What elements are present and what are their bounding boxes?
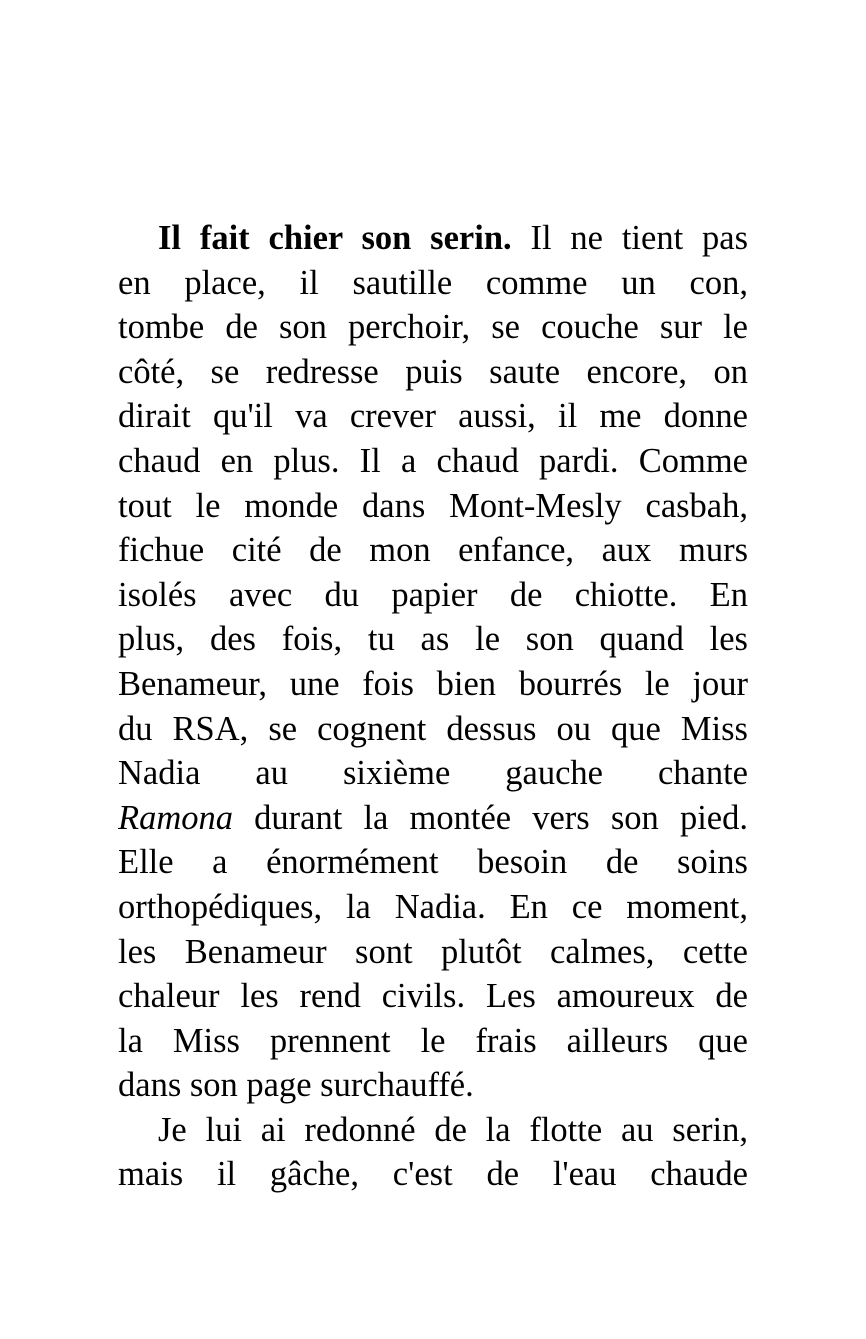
text-line: fichue cité de mon enfance, aux murs [118,531,748,570]
page-text [118,216,748,1197]
text-line: la Miss prennent le frais ailleurs que [118,1021,748,1060]
text-line [118,216,748,261]
text-line: en place, il sautille comme un con, [118,263,748,302]
text-line: dans son page surchauffé. [118,1066,474,1105]
italic-title: Ramona [118,798,233,837]
text-line: Benameur, une fois bien bourrés le jour [118,664,748,703]
text-line: tout le monde dans Mont-Mesly casbah, [118,486,748,525]
text-line: Elle a énormément besoin de soins [118,843,748,882]
paragraph-1 [118,216,748,1108]
text-line: isolés avec du papier de chiotte. En [118,575,748,614]
paragraph-2 [118,1108,748,1197]
text-line: orthopédiques, la Nadia. En ce moment, [118,887,748,926]
text-line [118,796,748,841]
text-line: tombe de son perchoir, se couche sur le [118,308,748,347]
text-line: chaleur les rend civils. Les amoureux de [118,977,748,1016]
text-line: mais il gâche, c'est de l'eau chaude [118,1155,748,1194]
text-span: Il ne tient pas [511,219,748,257]
text-line: Nadia au sixième gauche chante [118,754,748,793]
text-line: Je lui ai redonné de la flotte au serin, [158,1110,748,1149]
text-line: du RSA, se cognent dessus ou que Miss [118,709,748,748]
text-line: dirait qu'il va crever aussi, il me donne [118,397,748,436]
text-line: les Benameur sont plutôt calmes, cette [118,932,748,971]
text-line: plus, des fois, tu as le son quand les [118,620,748,659]
text-line: chaud en plus. Il a chaud pardi. Comme [118,441,748,480]
bold-lead: Il fait chier son serin. [158,219,512,257]
text-span: durant la montée vers son pied. [233,798,748,837]
text-line: côté, se redresse puis saute encore, on [118,352,748,391]
